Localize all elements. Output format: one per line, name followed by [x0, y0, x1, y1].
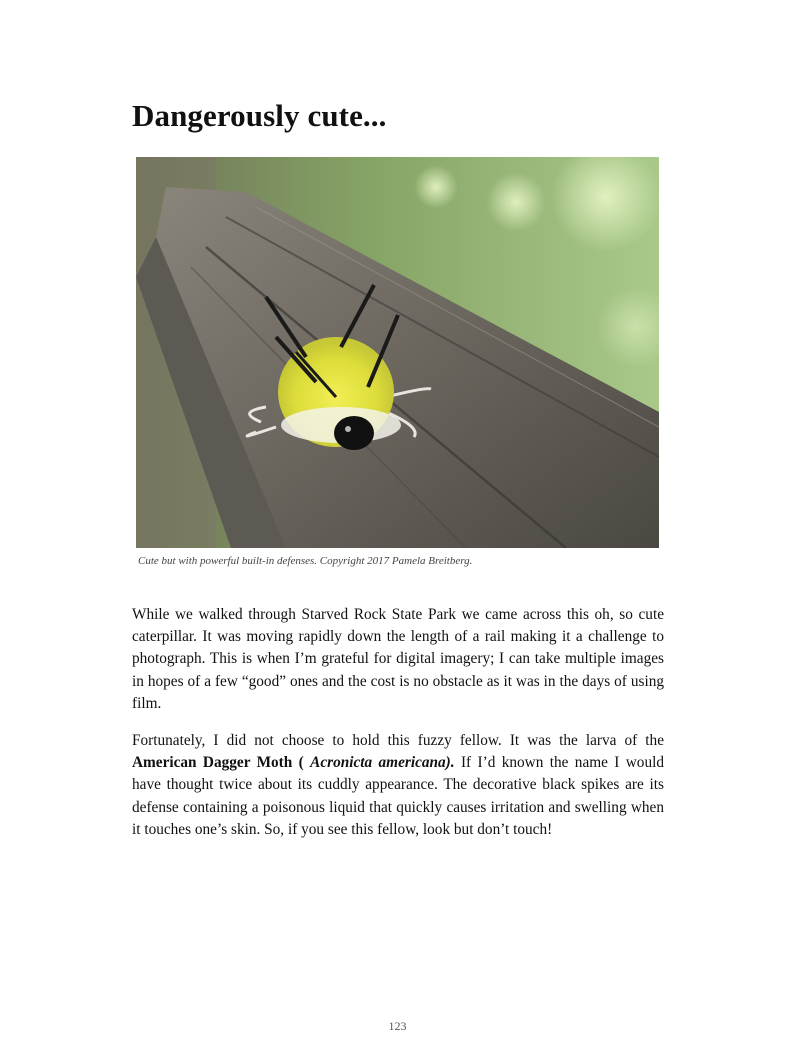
scientific-name: Acronicta americana). [310, 754, 455, 772]
body-paragraph-1: While we walked through Starved Rock State Park we came across this oh, so cute caterpillar. It was moving rapidly down the length of a rail making it a challenge to photograph. This is when I’m grateful for digital imagery; I can take multiple images in hopes of a few “good” ones and the cost is no obstacle as it was in the days of using film. [132, 606, 664, 712]
caterpillar-photo [136, 157, 659, 548]
paragraph-2-rest: If I’d known the name I would have thought twice about its cuddly appearance. The decorative black spikes are its defense containing a poisonous liquid that quickly causes irritation and swelling when it touches one’s skin. So, if you see this fellow, look but don’t touch! [132, 754, 664, 838]
photo-caption: Cute but with powerful built-in defenses. Copyright 2017 Pamela Breitberg. [138, 555, 473, 567]
paragraph-2-intro: Fortunately, I did not choose to hold this fuzzy fellow. It was the larva of the [132, 732, 664, 749]
moth-name: American Dagger Moth ( [132, 754, 304, 772]
page-title: Dangerously cute... [132, 98, 387, 133]
body-paragraph-2 [132, 730, 664, 841]
page-number: 123 [388, 1019, 407, 1033]
